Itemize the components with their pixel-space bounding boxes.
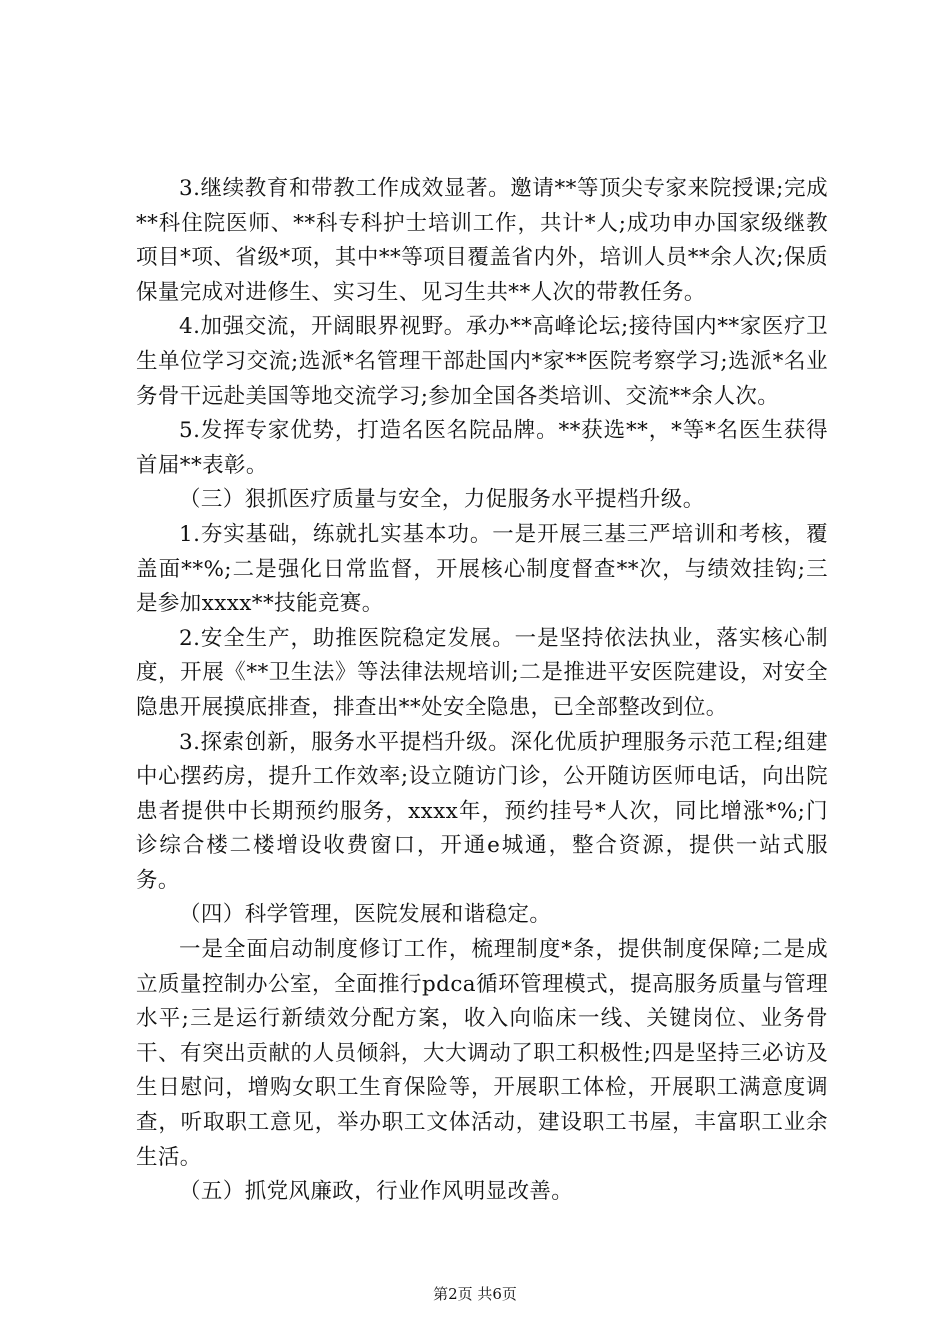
document-body — [136, 172, 828, 1210]
paragraph-management-measures: 一是全面启动制度修订工作，梳理制度*条，提供制度保障;二是成立质量控制办公室，全面推行pdca循环管理模式，提高服务质量与管理水平;三是运行新绩效分配方案，收入向临床一线、关键岗位、业务骨干、有突出贡献的人员倾斜，大大调动了职工积极性;四是坚持三必访及生日慰问，增购女职工生育保险等，开展职工体检，开展职工满意度调查，听取职工意见，举办职工文体活动，建设职工书屋，丰富职工业余生活。 — [136, 937, 828, 1170]
page-footer: 第2页 共6页 — [433, 1285, 517, 1303]
section-heading-scientific-management: （四）科学管理，医院发展和谐稳定。 — [179, 902, 552, 928]
section-heading-quality-safety: （三）狠抓医疗质量与安全，力促服务水平提档升级。 — [179, 487, 705, 513]
paragraph-solid-foundation: 1.夯实基础，练就扎实基本功。一是开展三基三严培训和考核，覆盖面**%;二是强化日常监督，开展核心制度督查**次，与绩效挂钩;三是参加xxxx**技能竞赛。 — [136, 521, 828, 617]
paragraph-exchange: 4.加强交流，开阔眼界视野。承办**高峰论坛;接待国内**家医疗卫生单位学习交流;选派*名管理干部赴国内*家**医院考察学习;选派*名业务骨干远赴美国等地交流学习;参加全国各类培训、交流**余人次。 — [136, 314, 828, 409]
paragraph-safe-production: 2.安全生产，助推医院稳定发展。一是坚持依法执业，落实核心制度，开展《**卫生法》等法律法规培训;二是推进平安医院建设，对安全隐患开展摸底排查，排查出**处安全隐患，已全部整改到位。 — [136, 625, 828, 720]
paragraph-innovation: 3.探索创新，服务水平提档升级。深化优质护理服务示范工程;组建中心摆药房，提升工作效率;设立随访门诊，公开随访医师电话，向出院患者提供中长期预约服务，xxxx年，预约挂号*人次，同比增涨*%;门诊综合楼二楼增设收费窗口，开通e城通，整合资源，提供一站式服务。 — [136, 729, 828, 893]
paragraph-expert-advantage: 5.发挥专家优势，打造名医名院品牌。**获选**，*等*名医生获得首届**表彰。 — [136, 418, 828, 478]
section-heading-party-integrity: （五）抓党风廉政，行业作风明显改善。 — [179, 1179, 574, 1205]
paragraph-continuing-education: 3.继续教育和带教工作成效显著。邀请**等顶尖专家来院授课;完成**科住院医师、**科专科护士培训工作，共计*人;成功申办国家级继教项目*项、省级*项，其中**等项目覆盖省内外，培训人员**余人次;保质保量完成对进修生、实习生、见习生共**人次的带教任务。 — [136, 176, 828, 305]
